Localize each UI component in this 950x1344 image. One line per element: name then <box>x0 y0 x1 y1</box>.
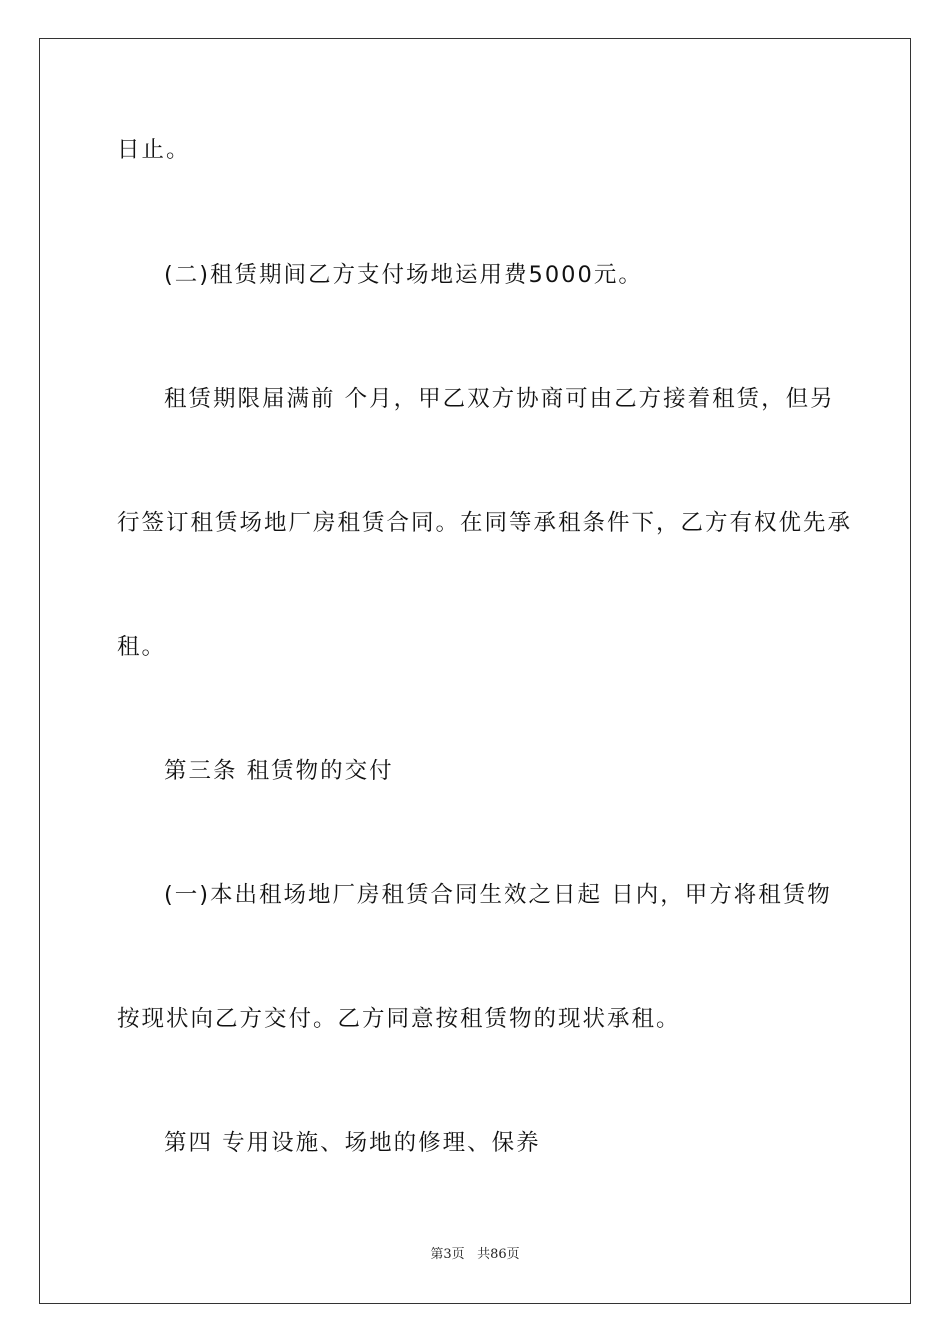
text-line-2: (二)租赁期间乙方支付场地运用费5000元。 <box>164 262 643 288</box>
page-footer <box>0 1246 950 1264</box>
text-line-4: 行签订租赁场地厂房租赁合同。在同等承租条件下，乙方有权优先承 <box>117 510 853 536</box>
text-line-5: 租。 <box>117 634 167 660</box>
text-line-3: 租赁期限届满前 个月，甲乙双方协商可由乙方接着租赁，但另 <box>164 386 835 412</box>
section-heading-4: 第四 专用设施、场地的修理、保养 <box>164 1130 541 1156</box>
page-total: 共86页 <box>477 1247 520 1262</box>
page-border <box>39 38 911 1304</box>
page-number: 第3页 <box>430 1247 465 1262</box>
text-line-1: 日止。 <box>117 137 191 163</box>
section-heading-3: 第三条 租赁物的交付 <box>164 758 394 784</box>
text-line-8: 按现状向乙方交付。乙方同意按租赁物的现状承租。 <box>117 1006 681 1032</box>
text-line-7: (一)本出租场地厂房租赁合同生效之日起 日内，甲方将租赁物 <box>164 882 832 908</box>
